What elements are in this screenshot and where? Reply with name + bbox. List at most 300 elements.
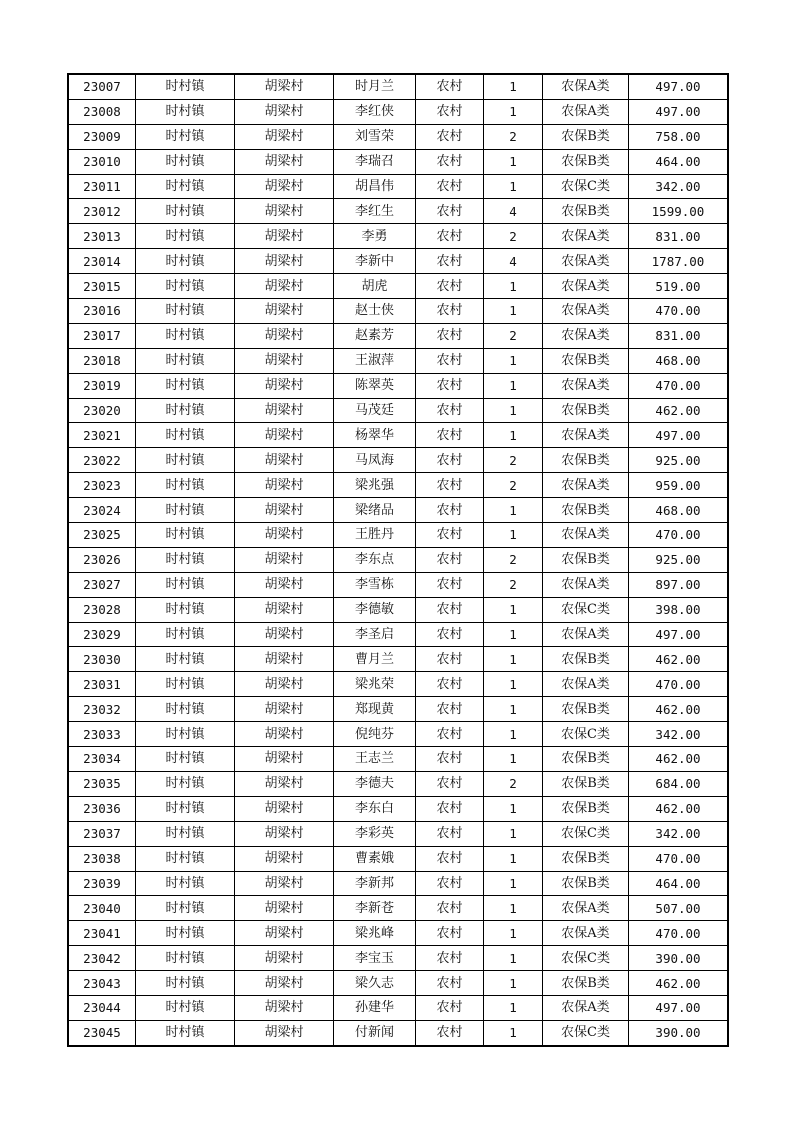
township-cell: 时村镇	[136, 299, 235, 324]
village-cell: 胡梁村	[235, 448, 334, 473]
table-row	[68, 99, 728, 124]
record-id-cell: 23031	[68, 672, 136, 697]
name-cell: 李勇	[334, 224, 416, 249]
name-cell: 李红生	[334, 199, 416, 224]
name-cell: 李宝玉	[334, 946, 416, 971]
household-type-cell: 农村	[416, 896, 484, 921]
name-cell: 李雪栋	[334, 572, 416, 597]
table-row	[68, 299, 728, 324]
record-id-cell: 23017	[68, 323, 136, 348]
table-row	[68, 398, 728, 423]
name-cell: 刘雪荣	[334, 124, 416, 149]
household-type-cell: 农村	[416, 373, 484, 398]
household-type-cell: 农村	[416, 423, 484, 448]
table-row	[68, 174, 728, 199]
name-cell: 李东白	[334, 796, 416, 821]
name-cell: 胡虎	[334, 274, 416, 299]
name-cell: 李圣启	[334, 622, 416, 647]
table-row	[68, 821, 728, 846]
township-cell: 时村镇	[136, 274, 235, 299]
household-size-cell: 4	[484, 199, 543, 224]
village-cell: 胡梁村	[235, 547, 334, 572]
township-cell: 时村镇	[136, 921, 235, 946]
village-cell: 胡梁村	[235, 99, 334, 124]
village-cell: 胡梁村	[235, 274, 334, 299]
table-row	[68, 423, 728, 448]
name-cell: 倪纯芬	[334, 722, 416, 747]
amount-cell: 462.00	[629, 647, 729, 672]
name-cell: 李瑞召	[334, 149, 416, 174]
household-type-cell: 农村	[416, 796, 484, 821]
household-type-cell: 农村	[416, 99, 484, 124]
household-size-cell: 1	[484, 846, 543, 871]
insurance-category-cell: 农保A类	[543, 572, 629, 597]
table-row	[68, 224, 728, 249]
village-cell: 胡梁村	[235, 896, 334, 921]
household-type-cell: 农村	[416, 846, 484, 871]
township-cell: 时村镇	[136, 124, 235, 149]
table-row	[68, 796, 728, 821]
village-cell: 胡梁村	[235, 149, 334, 174]
township-cell: 时村镇	[136, 423, 235, 448]
table-row	[68, 995, 728, 1020]
household-size-cell: 1	[484, 896, 543, 921]
amount-cell: 831.00	[629, 224, 729, 249]
insurance-category-cell: 农保B类	[543, 796, 629, 821]
household-size-cell: 1	[484, 672, 543, 697]
table-row	[68, 523, 728, 548]
insurance-category-cell: 农保B类	[543, 149, 629, 174]
township-cell: 时村镇	[136, 722, 235, 747]
record-id-cell: 23028	[68, 597, 136, 622]
village-cell: 胡梁村	[235, 1020, 334, 1045]
name-cell: 赵士侠	[334, 299, 416, 324]
household-size-cell: 4	[484, 249, 543, 274]
record-id-cell: 23035	[68, 771, 136, 796]
household-type-cell: 农村	[416, 274, 484, 299]
insurance-category-cell: 农保A类	[543, 896, 629, 921]
household-type-cell: 农村	[416, 348, 484, 373]
township-cell: 时村镇	[136, 622, 235, 647]
insurance-category-cell: 农保C类	[543, 946, 629, 971]
name-cell: 付新闻	[334, 1020, 416, 1045]
insurance-category-cell: 农保C类	[543, 722, 629, 747]
name-cell: 郑现黄	[334, 697, 416, 722]
household-size-cell: 1	[484, 921, 543, 946]
township-cell: 时村镇	[136, 796, 235, 821]
record-id-cell: 23040	[68, 896, 136, 921]
record-id-cell: 23015	[68, 274, 136, 299]
household-size-cell: 1	[484, 971, 543, 996]
household-type-cell: 农村	[416, 821, 484, 846]
household-type-cell: 农村	[416, 473, 484, 498]
household-size-cell: 1	[484, 1020, 543, 1045]
village-cell: 胡梁村	[235, 597, 334, 622]
record-id-cell: 23033	[68, 722, 136, 747]
household-size-cell: 1	[484, 821, 543, 846]
table-row	[68, 572, 728, 597]
township-cell: 时村镇	[136, 174, 235, 199]
name-cell: 梁兆峰	[334, 921, 416, 946]
household-size-cell: 2	[484, 323, 543, 348]
record-id-cell: 23007	[68, 74, 136, 99]
record-id-cell: 23045	[68, 1020, 136, 1045]
insurance-category-cell: 农保B类	[543, 771, 629, 796]
village-cell: 胡梁村	[235, 199, 334, 224]
amount-cell: 470.00	[629, 299, 729, 324]
insurance-category-cell: 农保B类	[543, 348, 629, 373]
township-cell: 时村镇	[136, 373, 235, 398]
amount-cell: 470.00	[629, 523, 729, 548]
amount-cell: 462.00	[629, 796, 729, 821]
insurance-category-cell: 农保C类	[543, 597, 629, 622]
household-size-cell: 1	[484, 597, 543, 622]
name-cell: 杨翠华	[334, 423, 416, 448]
household-type-cell: 农村	[416, 647, 484, 672]
township-cell: 时村镇	[136, 747, 235, 772]
household-type-cell: 农村	[416, 124, 484, 149]
household-size-cell: 2	[484, 473, 543, 498]
township-cell: 时村镇	[136, 249, 235, 274]
household-type-cell: 农村	[416, 299, 484, 324]
amount-cell: 497.00	[629, 995, 729, 1020]
amount-cell: 390.00	[629, 946, 729, 971]
table-row	[68, 199, 728, 224]
amount-cell: 470.00	[629, 846, 729, 871]
subsidy-table	[67, 73, 729, 1047]
name-cell: 李红侠	[334, 99, 416, 124]
record-id-cell: 23036	[68, 796, 136, 821]
household-size-cell: 1	[484, 174, 543, 199]
record-id-cell: 23021	[68, 423, 136, 448]
table-row	[68, 373, 728, 398]
household-type-cell: 农村	[416, 622, 484, 647]
township-cell: 时村镇	[136, 99, 235, 124]
record-id-cell: 23022	[68, 448, 136, 473]
household-type-cell: 农村	[416, 249, 484, 274]
household-type-cell: 农村	[416, 921, 484, 946]
amount-cell: 470.00	[629, 373, 729, 398]
name-cell: 王胜丹	[334, 523, 416, 548]
amount-cell: 462.00	[629, 747, 729, 772]
insurance-category-cell: 农保A类	[543, 921, 629, 946]
household-size-cell: 1	[484, 99, 543, 124]
table-row	[68, 1020, 728, 1045]
record-id-cell: 23026	[68, 547, 136, 572]
household-type-cell: 农村	[416, 498, 484, 523]
village-cell: 胡梁村	[235, 747, 334, 772]
amount-cell: 464.00	[629, 871, 729, 896]
record-id-cell: 23010	[68, 149, 136, 174]
record-id-cell: 23041	[68, 921, 136, 946]
village-cell: 胡梁村	[235, 821, 334, 846]
record-id-cell: 23044	[68, 995, 136, 1020]
table-row	[68, 74, 728, 99]
insurance-category-cell: 农保A类	[543, 323, 629, 348]
insurance-category-cell: 农保C类	[543, 1020, 629, 1045]
household-size-cell: 1	[484, 722, 543, 747]
record-id-cell: 23014	[68, 249, 136, 274]
household-type-cell: 农村	[416, 149, 484, 174]
name-cell: 陈翠英	[334, 373, 416, 398]
record-id-cell: 23011	[68, 174, 136, 199]
record-id-cell: 23034	[68, 747, 136, 772]
insurance-category-cell: 农保C类	[543, 821, 629, 846]
name-cell: 李新邦	[334, 871, 416, 896]
record-id-cell: 23013	[68, 224, 136, 249]
record-id-cell: 23037	[68, 821, 136, 846]
household-size-cell: 1	[484, 498, 543, 523]
insurance-category-cell: 农保C类	[543, 174, 629, 199]
insurance-category-cell: 农保A类	[543, 672, 629, 697]
village-cell: 胡梁村	[235, 348, 334, 373]
household-size-cell: 2	[484, 547, 543, 572]
insurance-category-cell: 农保A类	[543, 249, 629, 274]
village-cell: 胡梁村	[235, 398, 334, 423]
insurance-category-cell: 农保A类	[543, 224, 629, 249]
household-size-cell: 1	[484, 747, 543, 772]
household-type-cell: 农村	[416, 547, 484, 572]
amount-cell: 925.00	[629, 448, 729, 473]
township-cell: 时村镇	[136, 523, 235, 548]
name-cell: 赵素芳	[334, 323, 416, 348]
insurance-category-cell: 农保B类	[543, 747, 629, 772]
household-type-cell: 农村	[416, 597, 484, 622]
name-cell: 李德敏	[334, 597, 416, 622]
table-row	[68, 971, 728, 996]
village-cell: 胡梁村	[235, 946, 334, 971]
village-cell: 胡梁村	[235, 871, 334, 896]
amount-cell: 497.00	[629, 99, 729, 124]
insurance-category-cell: 农保A类	[543, 473, 629, 498]
township-cell: 时村镇	[136, 597, 235, 622]
amount-cell: 470.00	[629, 672, 729, 697]
household-size-cell: 1	[484, 523, 543, 548]
township-cell: 时村镇	[136, 672, 235, 697]
village-cell: 胡梁村	[235, 995, 334, 1020]
amount-cell: 464.00	[629, 149, 729, 174]
village-cell: 胡梁村	[235, 224, 334, 249]
insurance-category-cell: 农保B类	[543, 124, 629, 149]
amount-cell: 468.00	[629, 498, 729, 523]
amount-cell: 925.00	[629, 547, 729, 572]
record-id-cell: 23024	[68, 498, 136, 523]
table-row	[68, 697, 728, 722]
village-cell: 胡梁村	[235, 971, 334, 996]
village-cell: 胡梁村	[235, 622, 334, 647]
record-id-cell: 23008	[68, 99, 136, 124]
record-id-cell: 23018	[68, 348, 136, 373]
name-cell: 梁久志	[334, 971, 416, 996]
township-cell: 时村镇	[136, 846, 235, 871]
village-cell: 胡梁村	[235, 473, 334, 498]
record-id-cell: 23019	[68, 373, 136, 398]
name-cell: 时月兰	[334, 74, 416, 99]
insurance-category-cell: 农保B类	[543, 448, 629, 473]
record-id-cell: 23016	[68, 299, 136, 324]
insurance-category-cell: 农保B类	[543, 846, 629, 871]
household-type-cell: 农村	[416, 771, 484, 796]
village-cell: 胡梁村	[235, 697, 334, 722]
insurance-category-cell: 农保B类	[543, 971, 629, 996]
insurance-category-cell: 农保A类	[543, 274, 629, 299]
township-cell: 时村镇	[136, 398, 235, 423]
insurance-category-cell: 农保B类	[543, 199, 629, 224]
table-row	[68, 124, 728, 149]
name-cell: 李东点	[334, 547, 416, 572]
insurance-category-cell: 农保B类	[543, 871, 629, 896]
amount-cell: 507.00	[629, 896, 729, 921]
village-cell: 胡梁村	[235, 299, 334, 324]
township-cell: 时村镇	[136, 995, 235, 1020]
household-size-cell: 2	[484, 224, 543, 249]
table-row	[68, 921, 728, 946]
name-cell: 王志兰	[334, 747, 416, 772]
village-cell: 胡梁村	[235, 74, 334, 99]
record-id-cell: 23023	[68, 473, 136, 498]
village-cell: 胡梁村	[235, 572, 334, 597]
name-cell: 李彩英	[334, 821, 416, 846]
township-cell: 时村镇	[136, 547, 235, 572]
amount-cell: 831.00	[629, 323, 729, 348]
table-row	[68, 622, 728, 647]
amount-cell: 684.00	[629, 771, 729, 796]
village-cell: 胡梁村	[235, 174, 334, 199]
village-cell: 胡梁村	[235, 373, 334, 398]
household-type-cell: 农村	[416, 572, 484, 597]
table-row	[68, 274, 728, 299]
household-size-cell: 2	[484, 771, 543, 796]
amount-cell: 342.00	[629, 821, 729, 846]
name-cell: 李新中	[334, 249, 416, 274]
household-type-cell: 农村	[416, 448, 484, 473]
household-type-cell: 农村	[416, 174, 484, 199]
township-cell: 时村镇	[136, 323, 235, 348]
table-row	[68, 722, 728, 747]
table-row	[68, 871, 728, 896]
amount-cell: 1599.00	[629, 199, 729, 224]
village-cell: 胡梁村	[235, 423, 334, 448]
household-type-cell: 农村	[416, 323, 484, 348]
household-size-cell: 2	[484, 124, 543, 149]
household-size-cell: 1	[484, 423, 543, 448]
insurance-category-cell: 农保B类	[543, 647, 629, 672]
township-cell: 时村镇	[136, 572, 235, 597]
amount-cell: 497.00	[629, 423, 729, 448]
record-id-cell: 23025	[68, 523, 136, 548]
name-cell: 胡昌伟	[334, 174, 416, 199]
village-cell: 胡梁村	[235, 323, 334, 348]
household-type-cell: 农村	[416, 697, 484, 722]
name-cell: 梁兆强	[334, 473, 416, 498]
village-cell: 胡梁村	[235, 647, 334, 672]
household-type-cell: 农村	[416, 722, 484, 747]
village-cell: 胡梁村	[235, 498, 334, 523]
table-row	[68, 946, 728, 971]
name-cell: 梁绪品	[334, 498, 416, 523]
table-body	[68, 74, 728, 1046]
table-row	[68, 249, 728, 274]
household-size-cell: 1	[484, 946, 543, 971]
township-cell: 时村镇	[136, 74, 235, 99]
table-row	[68, 473, 728, 498]
household-type-cell: 农村	[416, 971, 484, 996]
insurance-category-cell: 农保B类	[543, 398, 629, 423]
township-cell: 时村镇	[136, 871, 235, 896]
table-row	[68, 348, 728, 373]
village-cell: 胡梁村	[235, 249, 334, 274]
township-cell: 时村镇	[136, 896, 235, 921]
table-row	[68, 672, 728, 697]
township-cell: 时村镇	[136, 348, 235, 373]
record-id-cell: 23038	[68, 846, 136, 871]
township-cell: 时村镇	[136, 697, 235, 722]
village-cell: 胡梁村	[235, 124, 334, 149]
household-size-cell: 1	[484, 697, 543, 722]
household-size-cell: 1	[484, 299, 543, 324]
household-size-cell: 1	[484, 274, 543, 299]
record-id-cell: 23043	[68, 971, 136, 996]
household-type-cell: 农村	[416, 946, 484, 971]
household-type-cell: 农村	[416, 74, 484, 99]
insurance-category-cell: 农保A类	[543, 423, 629, 448]
township-cell: 时村镇	[136, 771, 235, 796]
township-cell: 时村镇	[136, 946, 235, 971]
household-size-cell: 1	[484, 149, 543, 174]
insurance-category-cell: 农保B类	[543, 498, 629, 523]
village-cell: 胡梁村	[235, 523, 334, 548]
amount-cell: 390.00	[629, 1020, 729, 1045]
record-id-cell: 23042	[68, 946, 136, 971]
table-row	[68, 149, 728, 174]
amount-cell: 468.00	[629, 348, 729, 373]
name-cell: 李德夫	[334, 771, 416, 796]
insurance-category-cell: 农保A类	[543, 299, 629, 324]
amount-cell: 897.00	[629, 572, 729, 597]
village-cell: 胡梁村	[235, 771, 334, 796]
record-id-cell: 23009	[68, 124, 136, 149]
record-id-cell: 23030	[68, 647, 136, 672]
household-size-cell: 2	[484, 448, 543, 473]
amount-cell: 497.00	[629, 622, 729, 647]
household-size-cell: 1	[484, 796, 543, 821]
amount-cell: 758.00	[629, 124, 729, 149]
insurance-category-cell: 农保A类	[543, 995, 629, 1020]
household-size-cell: 1	[484, 398, 543, 423]
household-size-cell: 2	[484, 572, 543, 597]
name-cell: 马茂廷	[334, 398, 416, 423]
household-type-cell: 农村	[416, 747, 484, 772]
amount-cell: 342.00	[629, 722, 729, 747]
insurance-category-cell: 农保A类	[543, 622, 629, 647]
record-id-cell: 23029	[68, 622, 136, 647]
township-cell: 时村镇	[136, 647, 235, 672]
household-size-cell: 1	[484, 622, 543, 647]
name-cell: 王淑萍	[334, 348, 416, 373]
township-cell: 时村镇	[136, 448, 235, 473]
table-row	[68, 846, 728, 871]
household-size-cell: 1	[484, 995, 543, 1020]
household-type-cell: 农村	[416, 1020, 484, 1045]
insurance-category-cell: 农保B类	[543, 697, 629, 722]
household-type-cell: 农村	[416, 523, 484, 548]
amount-cell: 342.00	[629, 174, 729, 199]
table-row	[68, 547, 728, 572]
household-type-cell: 农村	[416, 199, 484, 224]
amount-cell: 1787.00	[629, 249, 729, 274]
household-type-cell: 农村	[416, 871, 484, 896]
insurance-category-cell: 农保A类	[543, 99, 629, 124]
